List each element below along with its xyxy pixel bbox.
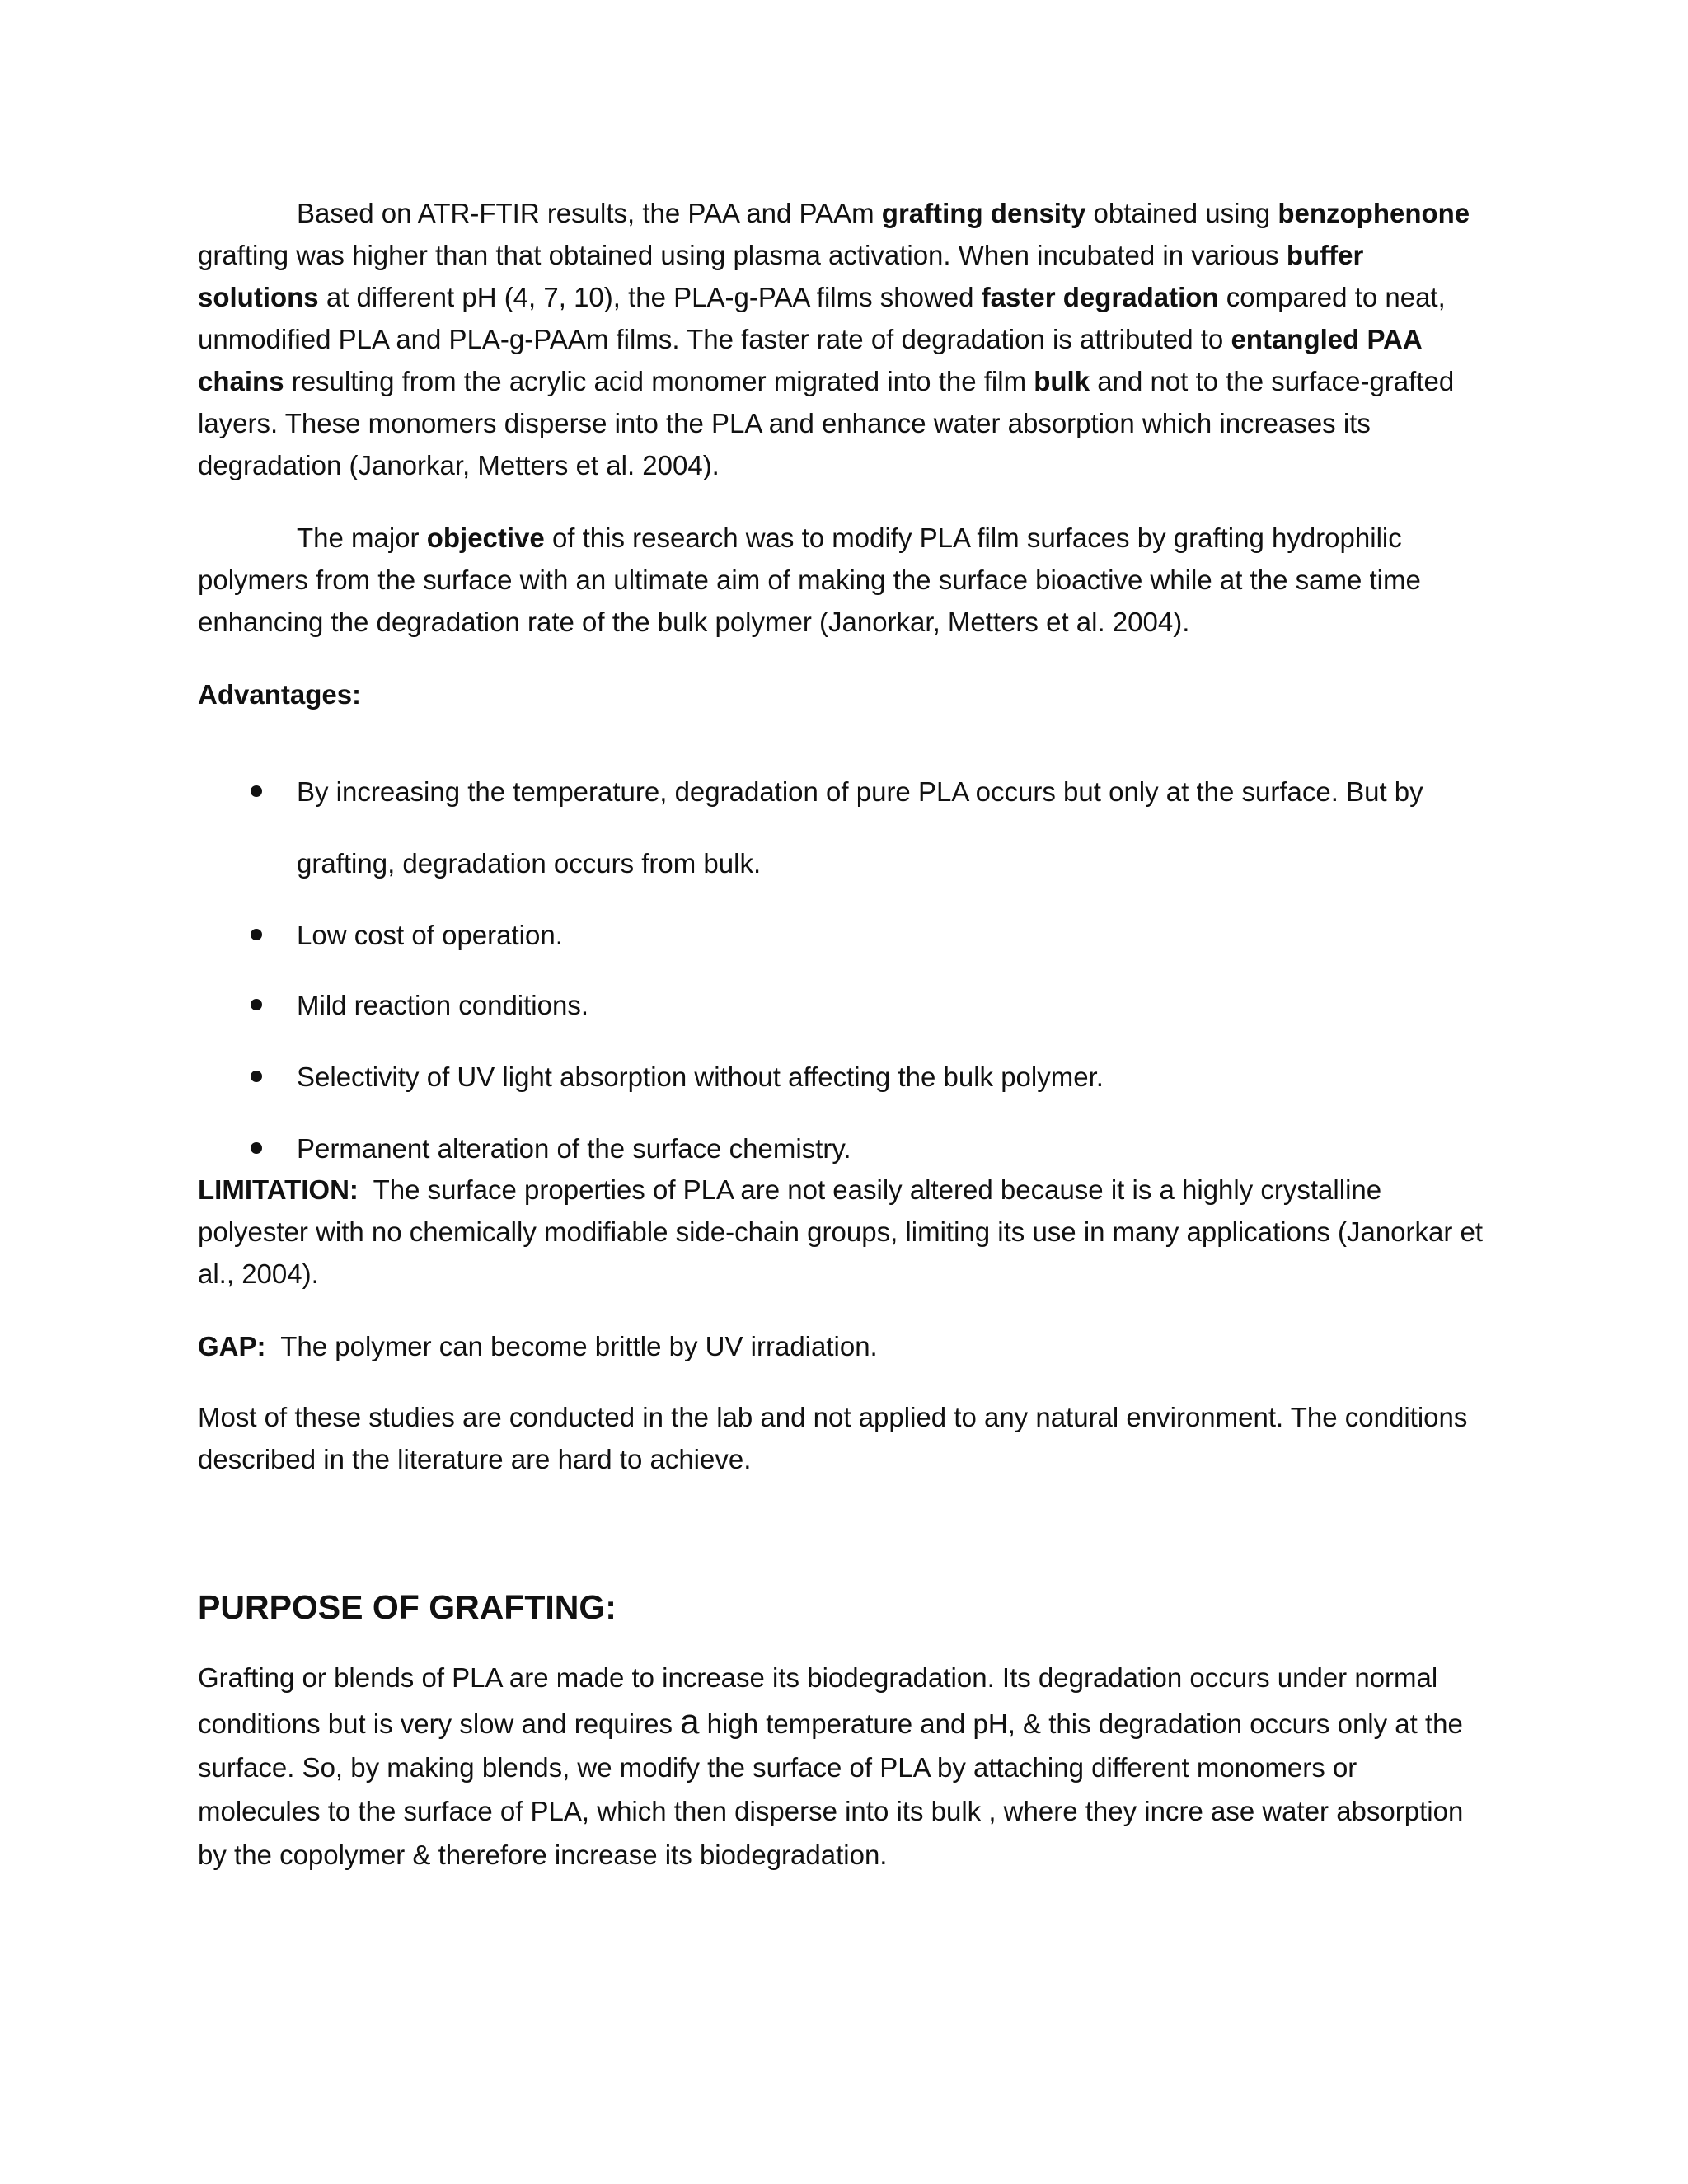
limitation-text: The surface properties of PLA are not easily altered because it is a highly crystalline polyester with no chemically modifiable side-chain groups, limiting its use in many applications (Janorkar et al., 2004).: [198, 1174, 1491, 1289]
list-item-text: Selectivity of UV light absorption without affecting the bulk polymer.: [297, 1062, 1104, 1092]
text-run: and not to the surface-grafted layers. These monomers disperse into the PLA and enhance water absorption which increases its degradation (Janorkar, Metters et al. 2004).: [198, 366, 1455, 480]
text-run: a: [680, 1702, 700, 1741]
text-run: Grafting or blends of PLA are made to increase its biodegradation. Its degradation occurs under normal conditions but is very slow and requires: [198, 1662, 1438, 1739]
text-run: grafting was higher than that obtained using plasma activation. When incubated in various: [198, 240, 1287, 270]
bullet-icon: [251, 1142, 262, 1154]
paragraph-objective: [198, 517, 1484, 643]
bullet-icon: [251, 1071, 262, 1082]
bold-term: grafting density: [881, 198, 1086, 228]
list-item-text: Mild reaction conditions.: [297, 990, 589, 1020]
bold-term: buffer solutions: [198, 240, 1364, 312]
text-run: Based on ATR-FTIR results, the PAA and PAAm: [297, 198, 882, 228]
purpose-paragraph: [198, 1656, 1484, 1877]
bullet-icon: [251, 999, 262, 1010]
purpose-heading: PURPOSE OF GRAFTING:: [198, 1588, 617, 1626]
bold-term: bulk: [1034, 366, 1090, 396]
advantages-label: Advantages:: [198, 679, 362, 710]
text-run: high temperature and pH, & this degradation occurs only at the surface. So, by making blends, we modify the surface of PLA by attaching different monomers or molecules to the surface of PLA, which then disperse into its bulk , where they incre ase water absorption by the copolymer & therefore increase its biodegradation.: [198, 1708, 1464, 1870]
limitation-label: LIMITATION:: [198, 1174, 359, 1205]
gap-paragraph: [198, 1325, 1484, 1367]
paragraph-atr-ftir: [198, 192, 1484, 486]
bold-term: faster degradation: [981, 282, 1219, 312]
bullet-icon: [251, 929, 262, 940]
bold-term: benzophenone: [1278, 198, 1470, 228]
gap-text: The polymer can become brittle by UV irradiation.: [265, 1331, 878, 1361]
text-run: The major: [297, 523, 427, 553]
list-item-text: Low cost of operation.: [297, 920, 563, 950]
bullet-icon: [251, 785, 262, 797]
bold-term: entangled PAA chains: [198, 324, 1422, 396]
advantages-heading: [198, 673, 1484, 715]
text-run: compared to neat, unmodified PLA and PLA-g-PAAm films. The faster rate of degradation is attributed to: [198, 282, 1446, 354]
list-item-text: By increasing the temperature, degradation of pure PLA occurs but only at the surface. But by: [297, 776, 1423, 807]
limitation-paragraph: [198, 1169, 1491, 1295]
list-item-text: grafting, degradation occurs from bulk.: [297, 848, 762, 879]
studies-paragraph: Most of these studies are conducted in the lab and not applied to any natural environment. The conditions described in the literature are hard to achieve.: [198, 1402, 1468, 1474]
text-run: of this research was to modify PLA film surfaces by grafting hydrophilic polymers from the surface with an ultimate aim of making the surface bioactive while at the same time enhancing the degradation rate of the bulk polymer (Janorkar, Metters et al. 2004).: [198, 523, 1421, 637]
gap-label: GAP:: [198, 1331, 266, 1361]
text-run: at different pH (4, 7, 10), the PLA-g-PAA films showed: [318, 282, 982, 312]
list-item-text: Permanent alteration of the surface chemistry.: [297, 1133, 851, 1164]
text-run: obtained using: [1085, 198, 1278, 228]
text-run: resulting from the acrylic acid monomer migrated into the film: [284, 366, 1034, 396]
bold-term: objective: [426, 523, 545, 553]
